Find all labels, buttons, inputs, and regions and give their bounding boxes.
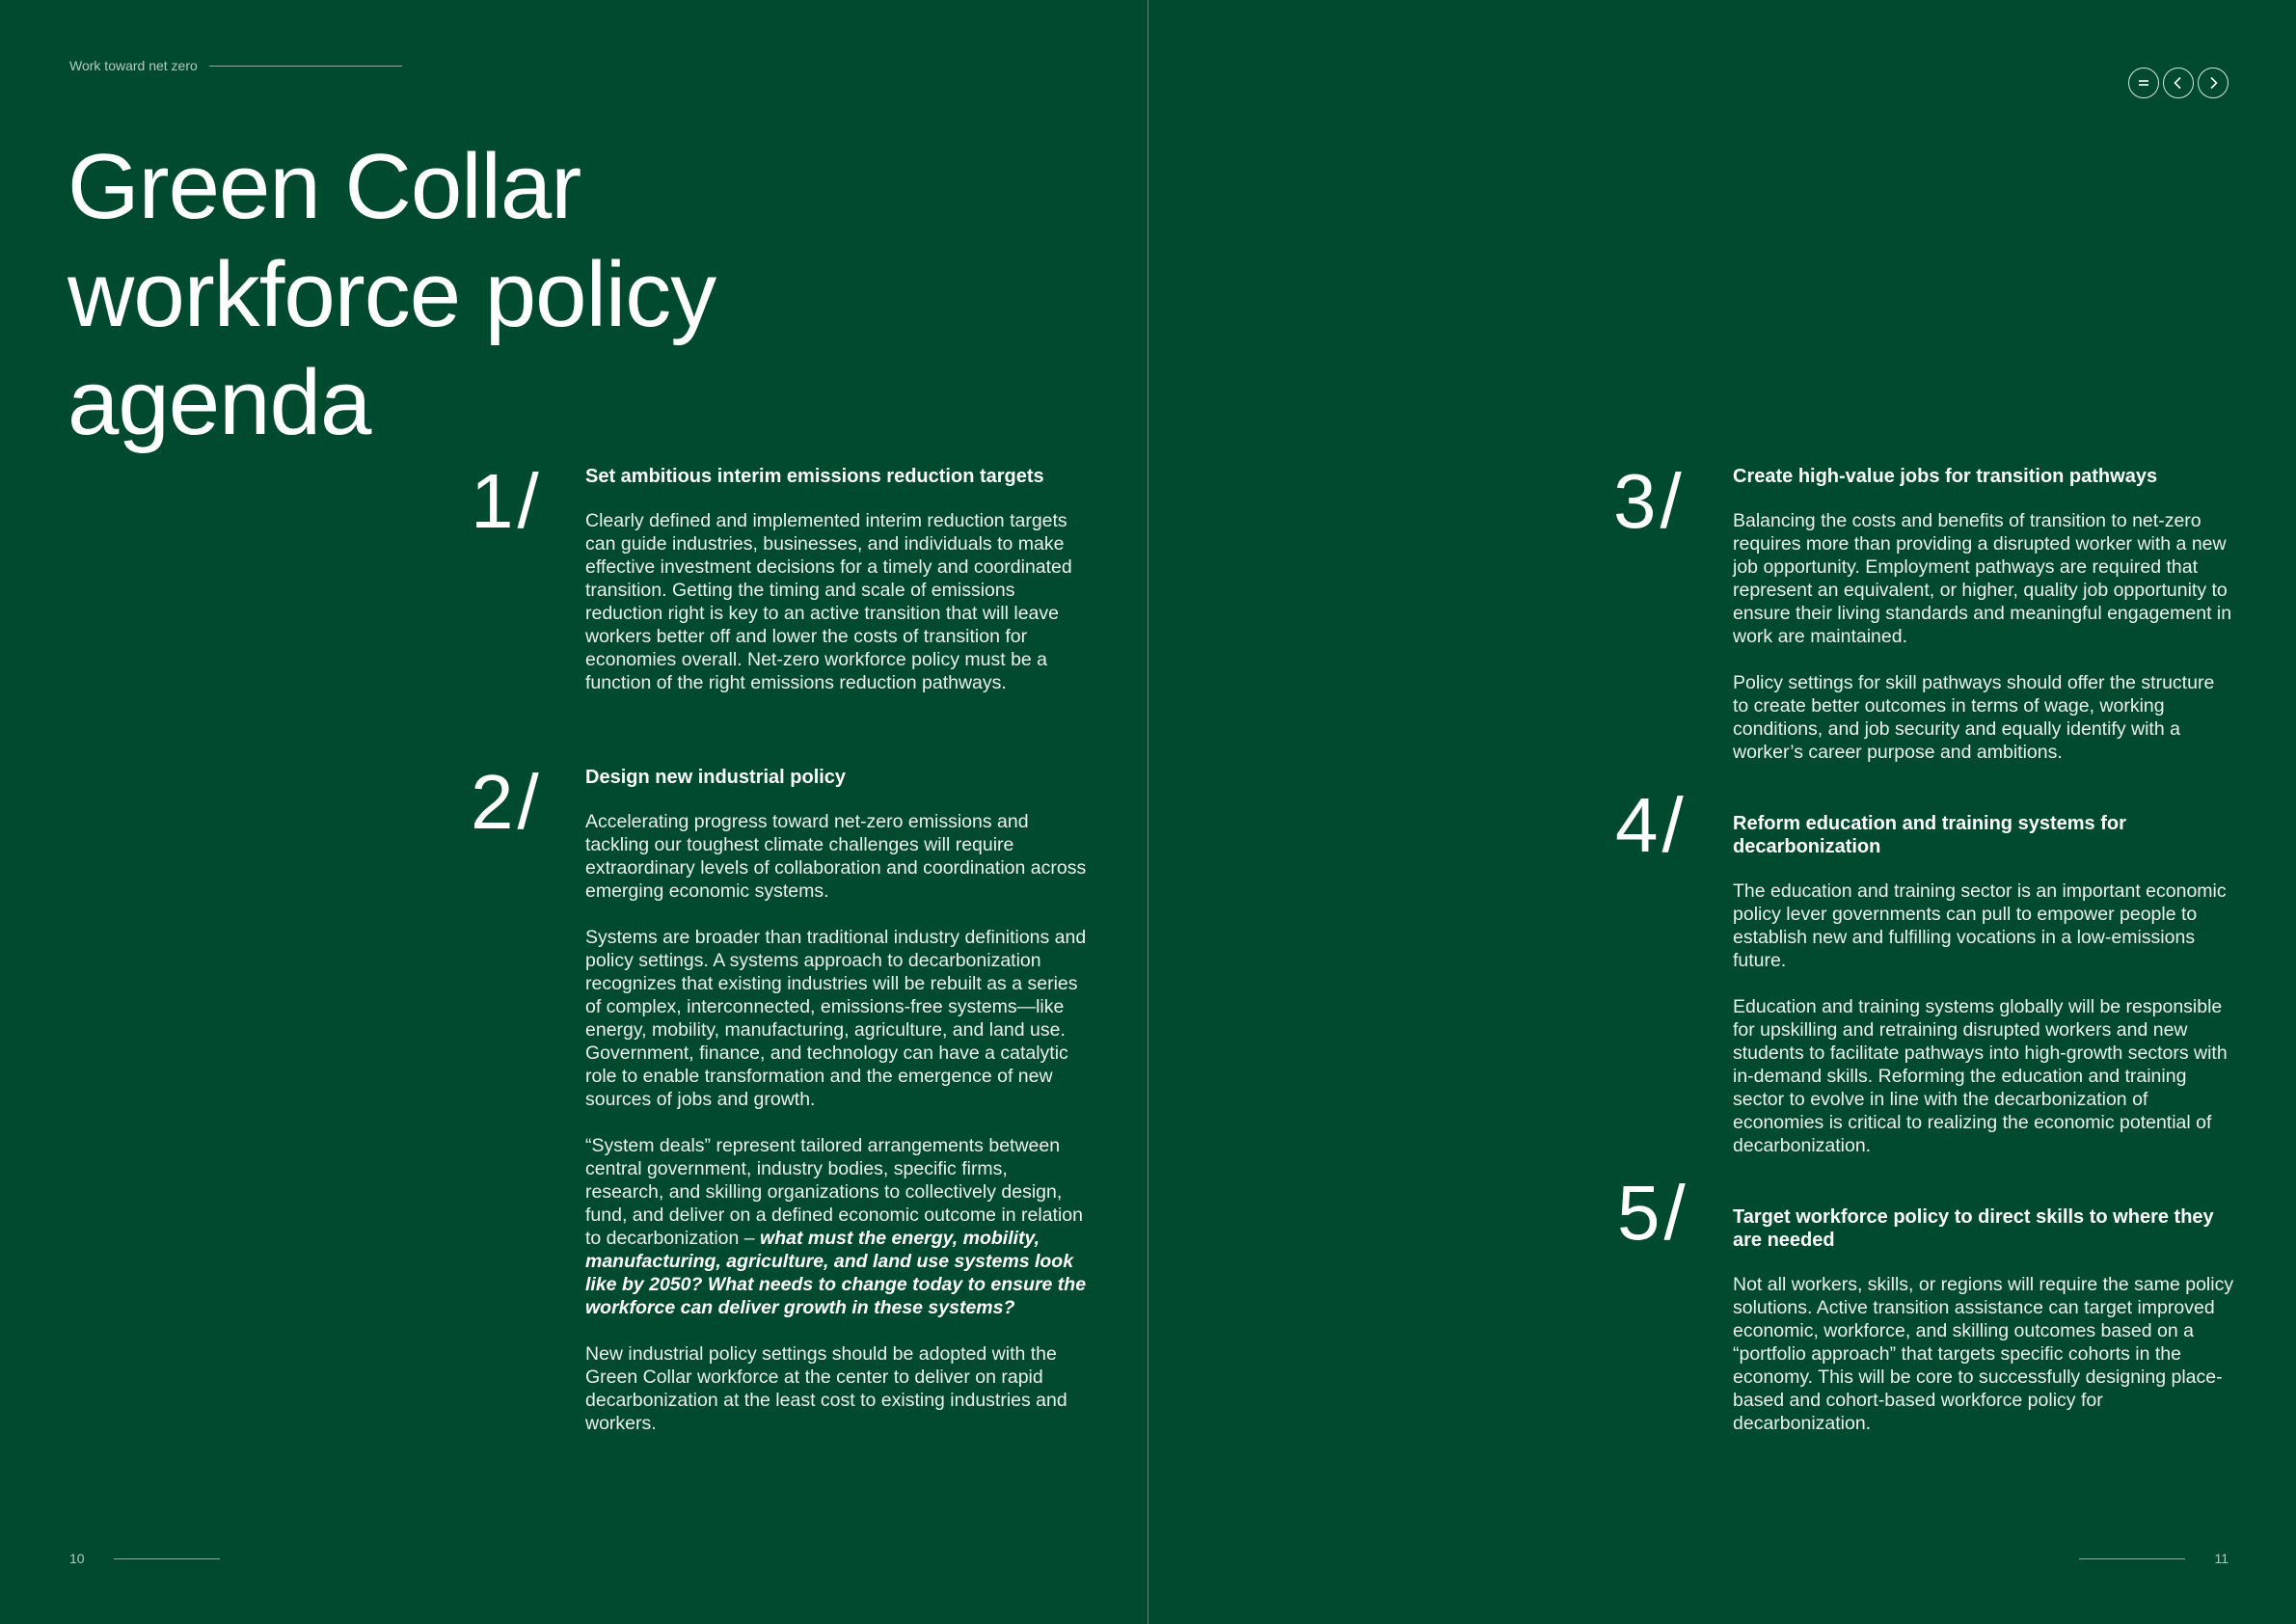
agenda-item-number: 4/	[1615, 782, 1688, 868]
agenda-item-heading: Design new industrial policy	[585, 767, 847, 788]
system-deals-emphasis: what must the energy, mobility, manufacturing, agriculture, and land use systems look like by 2050? What needs to change today to ensure the workforce can deliver growth in these systems?	[585, 1228, 1087, 1318]
right-folio	[2079, 1551, 2228, 1566]
agenda-item-number: 3/	[1613, 458, 1686, 544]
title-line-3: agenda	[68, 351, 371, 454]
agenda-item-paragraph: Education and training systems globally will be responsible for upskilling and retraining disrupted workers and new students to facilitate pathways into high-growth sectors with in-demand skills. Reforming the education and training sector to evolve in line with the decarbonization of economies is critical to realizing the economic potential of decarbonization.	[1733, 996, 2228, 1156]
agenda-item-number: 2/	[471, 759, 543, 845]
system-deals-text: “System deals” represent tailored arrangements between central government, industry bodies, specific firms, research, and skilling organizations to collectively design, fund, and deliver on a defined economic outcome in relation to decarbonization –	[585, 1135, 1083, 1249]
agenda-item-heading: Target workforce policy to direct skills to where they are needed	[1733, 1206, 2214, 1251]
agenda-item-heading: Reform education and training systems for decarbonization	[1733, 813, 2126, 857]
folio-rule	[2079, 1558, 2185, 1559]
agenda-item-paragraph: Policy settings for skill pathways should offer the structure to create better outcomes in terms of wage, working conditions, and job security and equally identify with a worker’s career purpose and ambitions.	[1733, 672, 2215, 763]
agenda-item-number: 5/	[1617, 1170, 1689, 1256]
agenda-item-paragraph: Clearly defined and implemented interim reduction targets can guide industries, businesses, and individuals to make effective investment decisions for a timely and coordinated transition. Getting the timing and scale of emissions reduction right is key to an active transition that will leave workers better off and lower the costs of transition for economies overall. Net-zero workforce policy must be a function of the right emissions reduction pathways.	[585, 510, 1072, 693]
agenda-item-paragraph: New industrial policy settings should be adopted with the Green Collar workforce at the center to deliver on rapid decarbonization at the least cost to existing industries and workers.	[585, 1343, 1067, 1434]
agenda-item-paragraph: The education and training sector is an important economic policy lever governments can pull to empower people to establish new and fulfilling vocations in a low-emissions future.	[1733, 880, 2227, 971]
next-page-button[interactable]	[2198, 68, 2228, 98]
page-number-right: 11	[2214, 1551, 2228, 1566]
agenda-item-paragraph: Not all workers, skills, or regions will require the same policy solutions. Active transition assistance can target improved economic, workforce, and skilling outcomes based on a “portfolio approach” that targets specific cohorts in the economy. This will be core to successfully designing place-based and cohort-based workforce policy for decarbonization.	[1733, 1274, 2234, 1434]
agenda-item-heading: Set ambitious interim emissions reduction targets	[585, 466, 1044, 487]
agenda-item-paragraph: Systems are broader than traditional industry definitions and policy settings. A systems approach to decarbonization recognizes that existing industries will be rebuilt as a series of complex, interconnected, emissions-free systems—like energy, mobility, manufacturing, agriculture, and land use. Government, finance, and technology can have a catalytic role to enable transformation and the emergence of new sources of jobs and growth.	[585, 927, 1087, 1110]
running-head-label: Work toward net zero	[69, 58, 198, 73]
page-number-left: 10	[69, 1551, 85, 1566]
menu-icon	[2135, 74, 2152, 92]
agenda-item-paragraph: Accelerating progress toward net-zero emissions and tackling our toughest climate challenges will require extraordinary levels of collaboration and coordination across emerging economic systems.	[585, 811, 1087, 902]
title-line-1: Green Collar	[68, 135, 581, 238]
folio-rule	[114, 1558, 220, 1559]
running-head	[69, 58, 402, 73]
menu-button[interactable]	[2128, 68, 2159, 98]
agenda-item-paragraph: Balancing the costs and benefits of transition to net-zero requires more than providing a disrupted worker with a new job opportunity. Employment pathways are required that represent an equivalent, or higher, quality job opportunity to ensure their living standards and meaningful engagement in work are maintained.	[1733, 510, 2232, 647]
page-title	[68, 133, 839, 457]
right-page	[1148, 0, 2296, 1624]
left-folio	[69, 1551, 220, 1566]
running-head-rule	[209, 66, 402, 67]
chevron-right-icon	[2204, 74, 2222, 92]
agenda-item-paragraph	[585, 1134, 1087, 1319]
chevron-left-icon	[2170, 74, 2187, 92]
agenda-item-number: 1/	[471, 458, 543, 544]
title-line-2: workforce policy	[68, 243, 716, 346]
previous-page-button[interactable]	[2163, 68, 2194, 98]
agenda-item-heading: Create high-value jobs for transition pathways	[1733, 466, 2158, 487]
page-navigation	[2128, 68, 2228, 98]
